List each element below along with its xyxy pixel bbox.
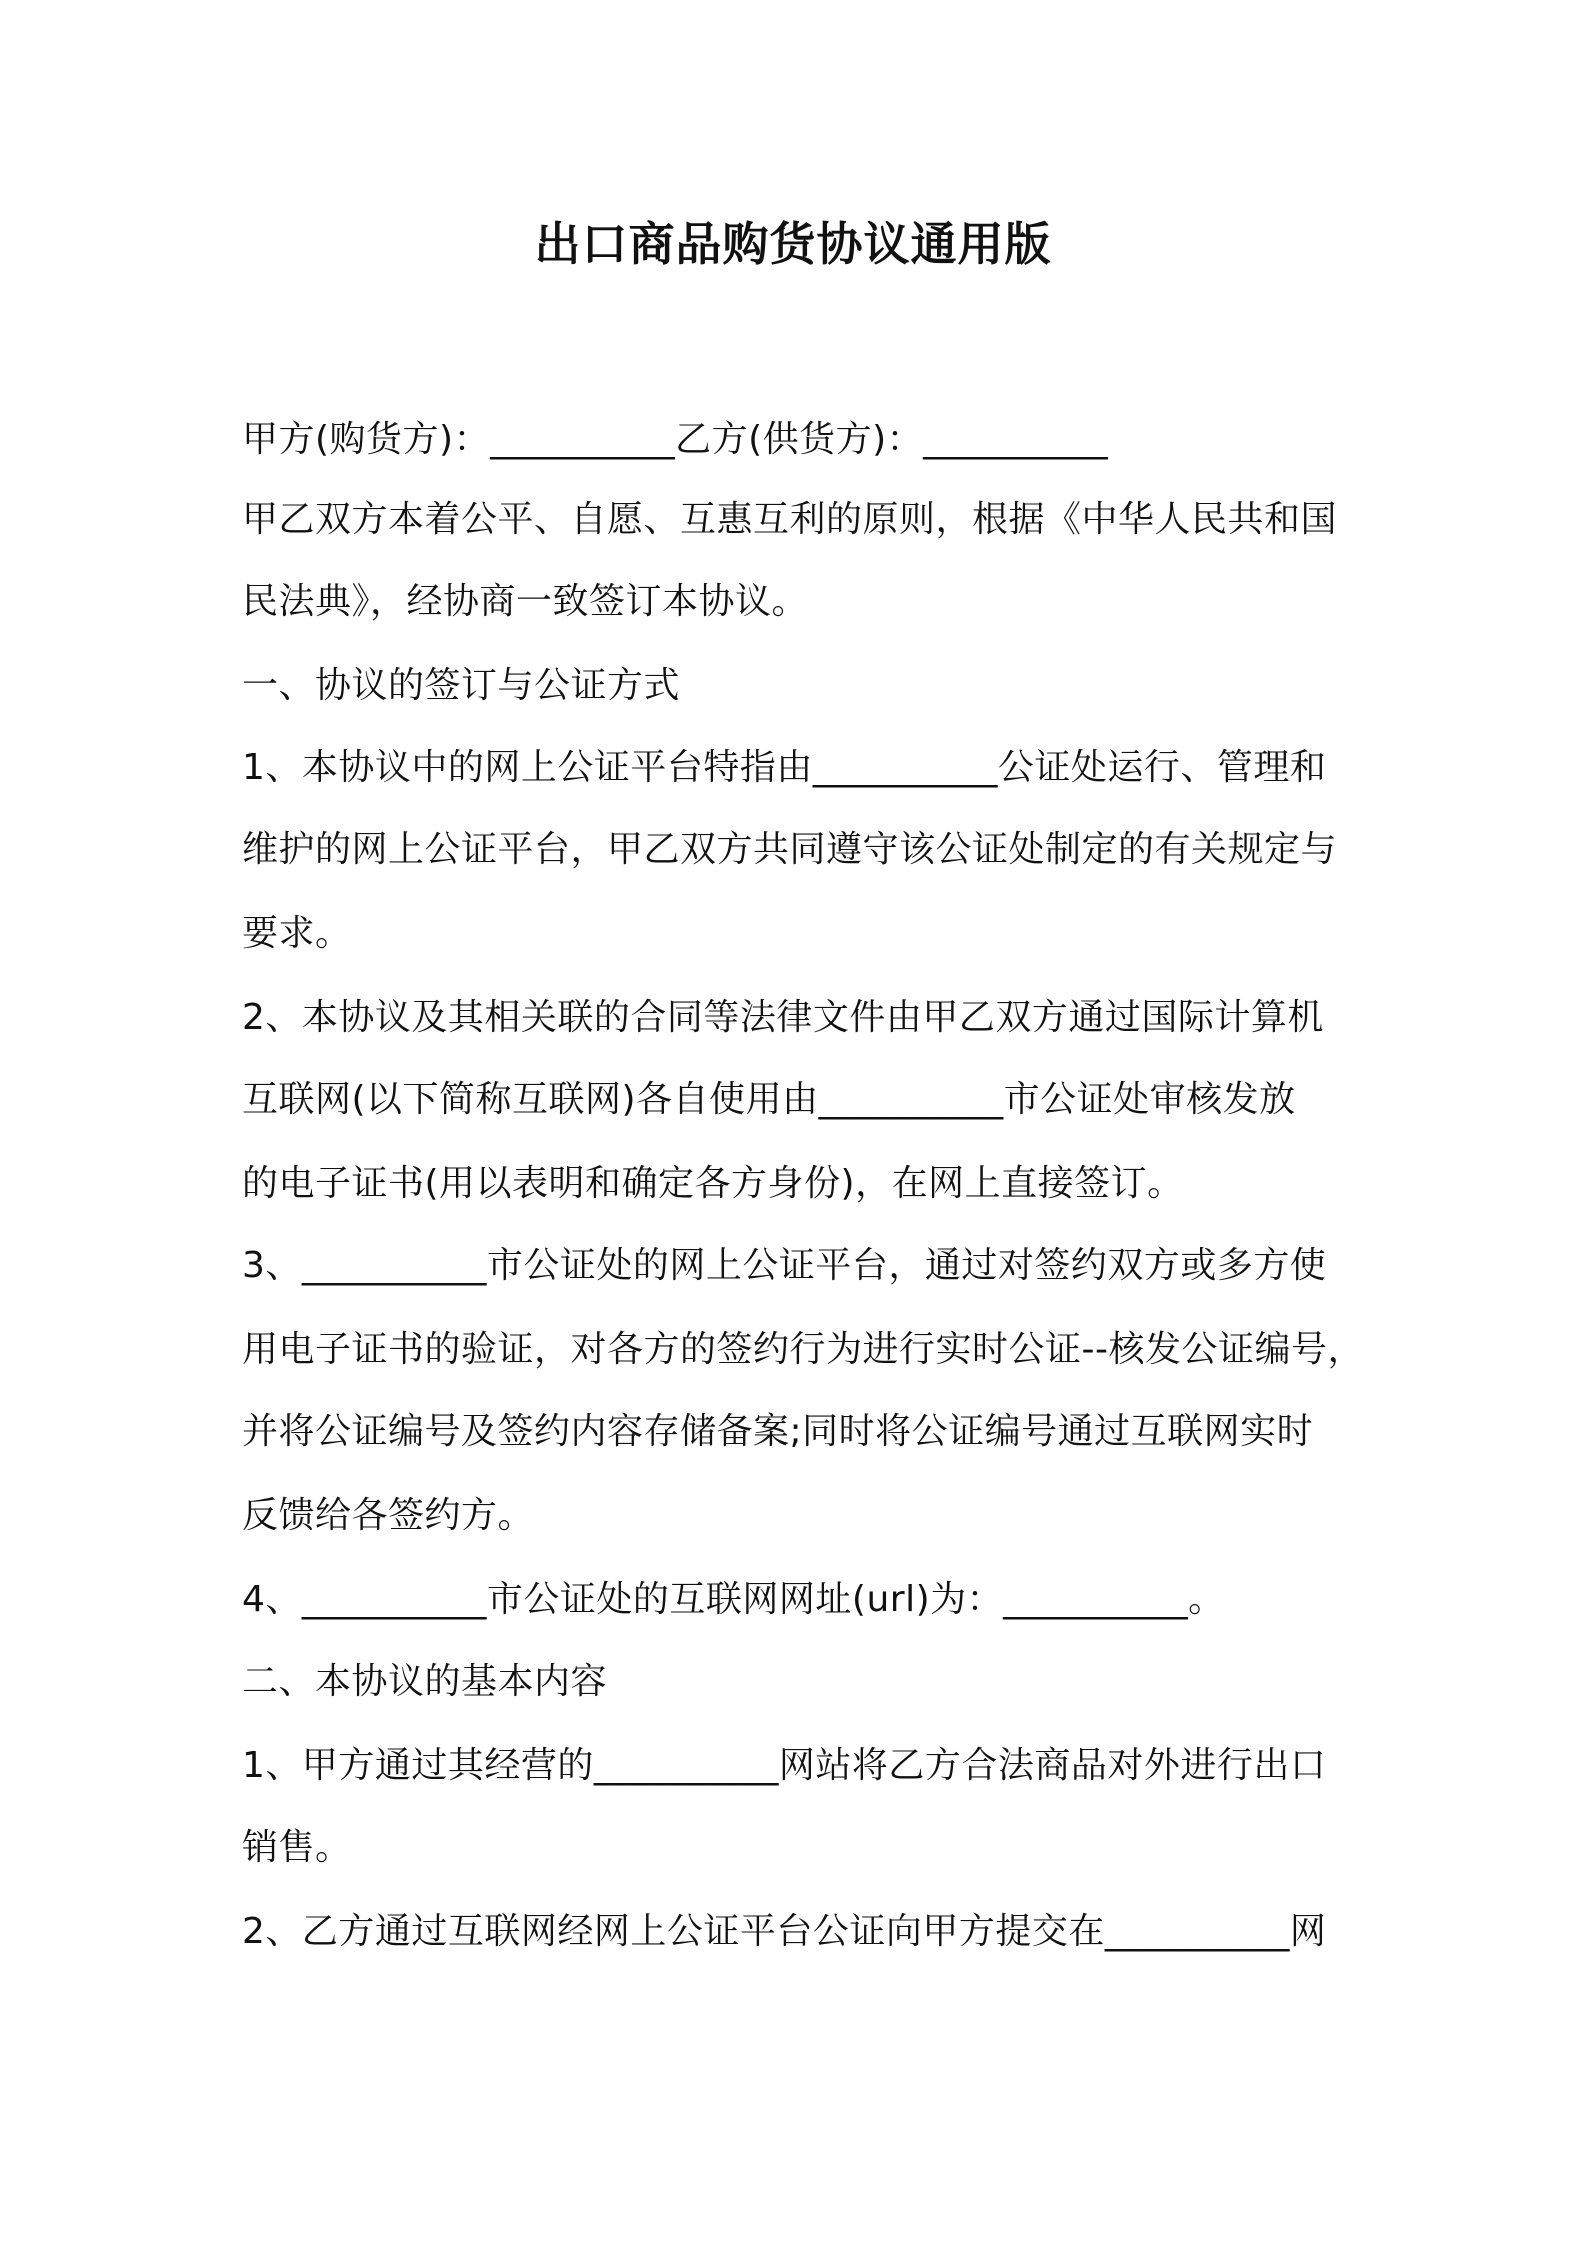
paragraph-line: 维护的网上公证平台，甲乙双方共同遵守该公证处制定的有关规定与 (242, 829, 1338, 870)
paragraph-line: 2、本协议及其相关联的合同等法律文件由甲乙双方通过国际计算机 (242, 997, 1324, 1038)
paragraph-line: 民法典》，经协商一致签订本协议。 (242, 581, 809, 622)
paragraph-line: 1、本协议中的网上公证平台特指由__________公证处运行、管理和 (242, 747, 1327, 788)
paragraph-line: 4、__________市公证处的互联网网址(url)为：__________。 (242, 1579, 1225, 1620)
paragraph-line: 3、__________市公证处的网上公证平台，通过对签约双方或多方使 (242, 1245, 1327, 1286)
paragraph-line: 2、乙方通过互联网经网上公证平台公证向甲方提交在__________网 (242, 1911, 1327, 1952)
paragraph-line: 并将公证编号及签约内容存储备案;同时将公证编号通过互联网实时 (242, 1411, 1314, 1452)
paragraph-line: 销售。 (242, 1827, 352, 1868)
section-heading: 一、协议的签订与公证方式 (242, 665, 681, 706)
paragraph-line: 互联网(以下简称互联网)各自使用由__________市公证处审核发放 (242, 1079, 1296, 1120)
document-title: 出口商品购货协议通用版 (534, 217, 1052, 271)
paragraph-line: 1、甲方通过其经营的__________网站将乙方合法商品对外进行出口 (242, 1745, 1327, 1786)
paragraph-line: 用电子证书的验证，对各方的签约行为进行实时公证--核发公证编号， (242, 1329, 1364, 1370)
party-line: 甲方(购货方)：__________乙方(供货方)：__________ (242, 419, 1109, 460)
paragraph-line: 反馈给各签约方。 (242, 1495, 535, 1536)
paragraph-line: 的电子证书(用以表明和确定各方身份)，在网上直接签订。 (242, 1163, 1184, 1204)
section-heading: 二、本协议的基本内容 (242, 1661, 608, 1702)
paragraph-line: 甲乙双方本着公平、自愿、互惠互利的原则，根据《中华人民共和国 (242, 499, 1338, 540)
paragraph-line: 要求。 (242, 913, 352, 954)
